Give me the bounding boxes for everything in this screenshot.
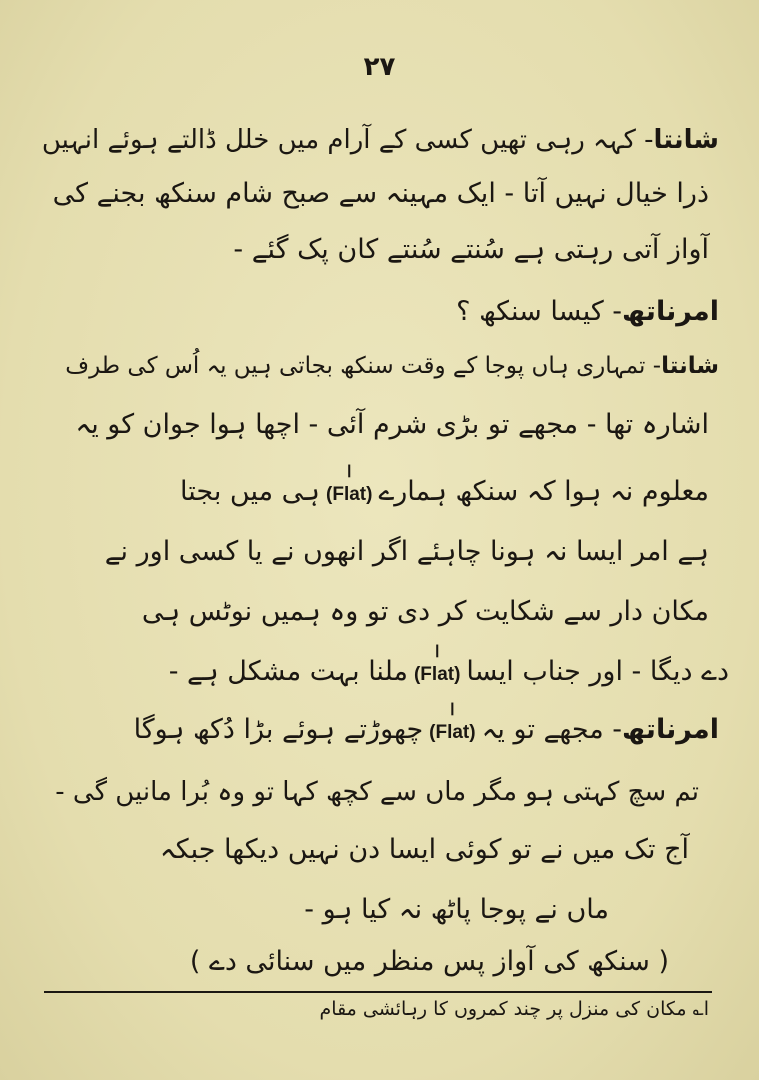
speaker-name: شانتا — [661, 353, 719, 379]
line-text: ہے امر ایسا نہ ہونا چاہئے اگر انھوں نے یا کسی اور نے — [104, 536, 709, 567]
dialogue-line — [169, 650, 729, 697]
dialogue-line — [304, 888, 609, 932]
dialogue-line — [180, 470, 709, 517]
footnote: ا؎ مکان کی منزل پر چند کمروں کا رہائشی مقام — [319, 998, 709, 1020]
dialogue-line — [105, 530, 709, 574]
footnote-divider — [44, 991, 712, 993]
flat-term: ا (Flat) — [326, 473, 372, 517]
dialogue-line — [142, 590, 709, 634]
line-text: دے دیگا - اور جناب ایسا — [466, 656, 729, 687]
dialogue-line — [42, 118, 719, 162]
line-text: - کیسا سنکھ ؟ — [456, 296, 623, 327]
line-text: تم سچ کہتی ہو مگر ماں سے کچھ کہا تو وہ بُرا مانیں گی - — [55, 777, 699, 807]
dialogue-line — [75, 403, 709, 447]
speaker-name: شانتا — [653, 125, 719, 155]
line-text: ماں نے پوجا پاٹھ نہ کیا ہو - — [304, 894, 609, 925]
dialogue-line — [65, 344, 719, 388]
line-text: ذرا خیال نہیں آتا - ایک مہینہ سے صبح شام سنکھ بجنے کی — [52, 178, 709, 209]
flat-term: ا (Flat) — [429, 711, 475, 755]
stage-direction — [190, 940, 669, 984]
dialogue-line — [55, 770, 699, 814]
dialogue-line — [233, 228, 709, 272]
dialogue-line — [456, 290, 719, 334]
line-text: - مجھے تو یہ — [481, 714, 623, 745]
line-text: ( سنکھ کی آواز پس منظر میں سنائی دے ) — [189, 946, 669, 977]
dialogue-line — [134, 708, 719, 755]
dialogue-line — [160, 828, 689, 872]
line-text: - تمہاری ہاں پوجا کے وقت سنکھ بجاتی ہیں یہ اُس کی طرف — [65, 353, 662, 379]
speaker-name: امرناتھ — [622, 296, 719, 327]
line-text: چھوڑتے ہوئے بڑا دُکھ ہوگا — [133, 714, 424, 745]
line-text: آواز آتی رہتی ہے سُنتے سُنتے کان پک گئے - — [233, 234, 709, 265]
line-text: ہی میں بجتا — [180, 476, 321, 507]
line-text: اشارہ تھا - مجھے تو بڑی شرم آئی - اچھا ہوا جوان کو یہ — [75, 409, 709, 440]
line-text: مکان دار سے شکایت کر دی تو وہ ہمیں نوٹس ہی — [141, 596, 709, 627]
flat-term: ا (Flat) — [414, 653, 460, 697]
line-text: - کہہ رہی تھیں کسی کے آرام میں خلل ڈالتے ہوئے انہیں — [41, 125, 654, 155]
speaker-name: امرناتھ — [622, 714, 719, 745]
line-text: معلوم نہ ہوا کہ سنکھ ہمارے — [378, 476, 709, 507]
dialogue-line — [53, 172, 709, 216]
page-number: ۲۷ — [363, 52, 396, 82]
line-text: آج تک میں نے تو کوئی ایسا دن نہیں دیکھا جبکہ — [159, 834, 689, 865]
line-text: ملنا بہت مشکل ہے - — [168, 656, 408, 687]
